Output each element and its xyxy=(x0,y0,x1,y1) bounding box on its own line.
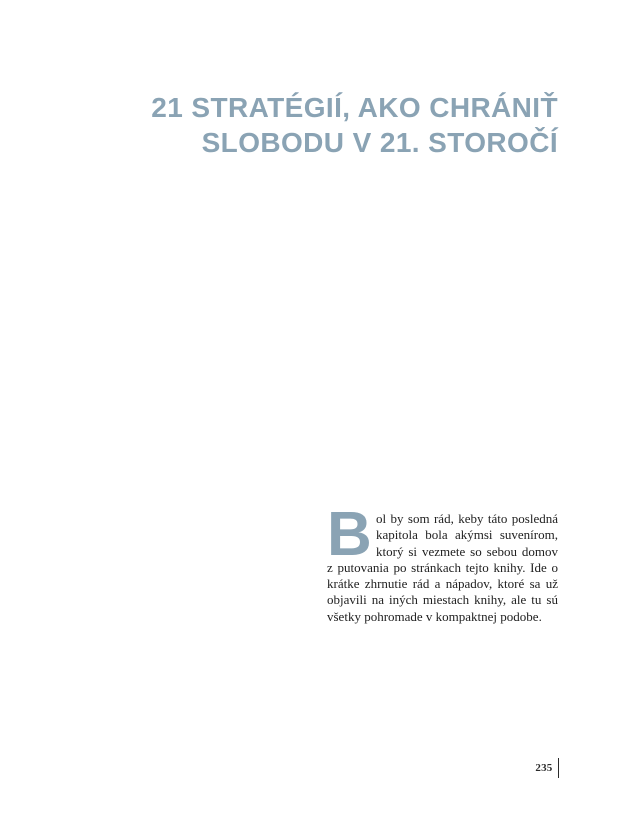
page-number-divider xyxy=(558,758,560,778)
paragraph-text: ol by som rád, keby táto posledná kapitola bola akýmsi suvenírom, ktorý si vezmete so sebou domov z putovania po stránkach tejto knihy. Ide o krátke zhrnutie rád a nápadov, ktoré sa už objavili na iných miestach knihy, ale tu sú všetky pohromade v kompaktnej podobe. xyxy=(327,511,558,624)
body-paragraph xyxy=(327,500,558,625)
chapter-title-line-2: SLOBODU V 21. STOROČÍ xyxy=(201,127,558,158)
page-footer xyxy=(535,758,559,778)
drop-cap-letter: B xyxy=(327,500,372,569)
chapter-title-line-1: 21 STRATÉGIÍ, AKO CHRÁNIŤ xyxy=(151,92,558,123)
chapter-title xyxy=(60,90,558,160)
page-number: 235 xyxy=(535,762,553,774)
